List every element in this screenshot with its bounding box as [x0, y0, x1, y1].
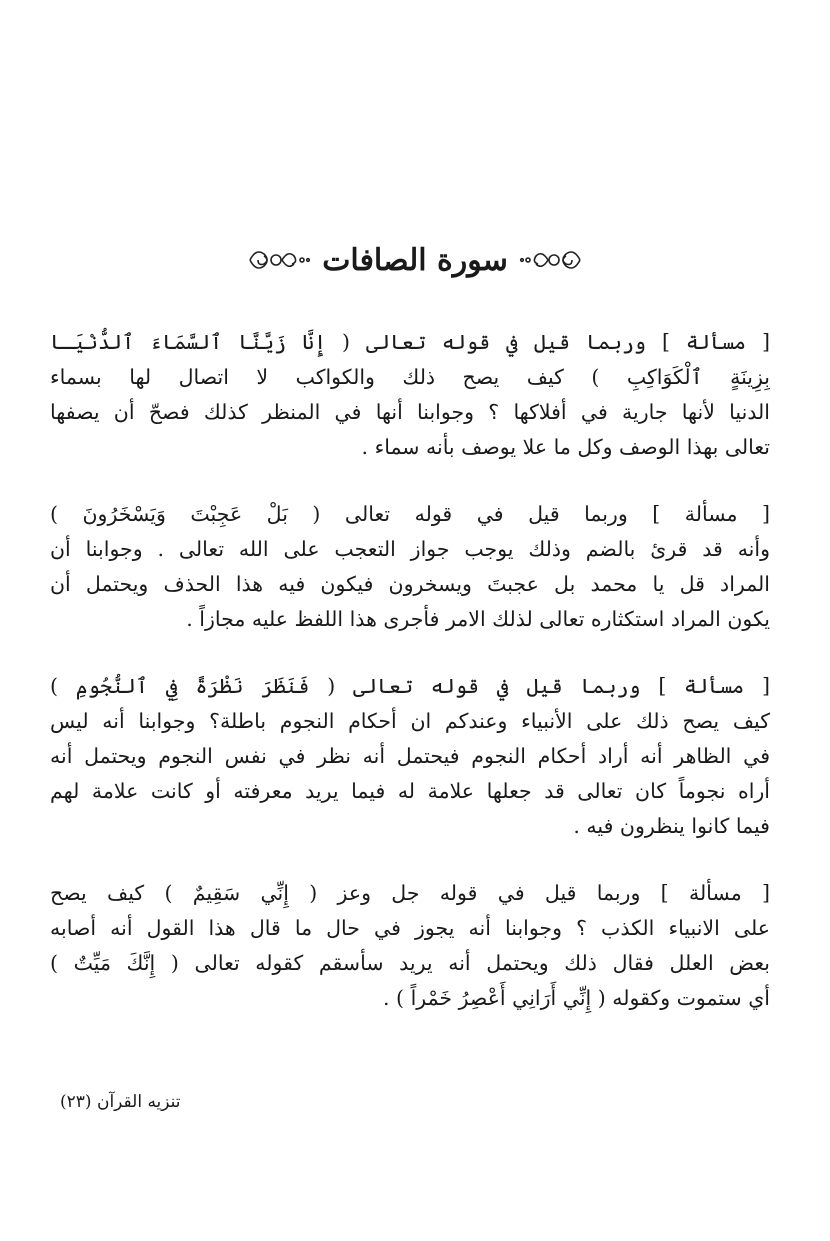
footer-page-number: (٢٣) [60, 1092, 92, 1112]
text-line: على الانبياء الكذب ؟ وجوابنا أنه يجوز في حال ما قال هذا القول أنه أصابه [50, 916, 770, 940]
text-line: [ مسألة ] وربما قيل في قوله تعالى ( فَنَظَرَ نَظْرَةً فِي ٱلنُّجُومِ ) [50, 674, 770, 698]
surah-title: سورة الصافات [322, 242, 508, 278]
paragraph-3 [50, 669, 770, 844]
text-line: في الظاهر أنه أراد أحكام النجوم فيحتمل أنه نظر في نفس النجوم ويحتمل أنه [50, 744, 770, 768]
text-line: أي ستموت وكقوله ( إِنِّي أَرَانِي أَعْصِرُ خَمْراً ) . [383, 986, 770, 1010]
text-line: المراد قل يا محمد بل عجبتَ ويسخرون فيكون فيه هذا الحذف ويحتمل أن [50, 572, 770, 596]
text-line: كيف يصح ذلك على الأنبياء وعندكم ان أحكام النجوم باطلة؟ وجوابنا أنه ليس [50, 709, 770, 733]
text-line: الدنيا لأنها جارية في أفلاكها ؟ وجوابنا أنها في المنظر كذلك فصحّ أن يصفها [50, 400, 770, 424]
surah-header [0, 230, 830, 290]
text-line: يكون المراد استكثاره تعالى لذلك الامر فأجرى هذا اللفظ عليه مجازاً . [186, 607, 770, 631]
text-line: بعض العلل فقال ذلك ويحتمل أنه يريد سأسقم كقوله تعالى ( إِنَّكَ مَيِّتٌ ) [50, 951, 770, 975]
paragraph-4 [50, 876, 770, 1016]
page-footer [60, 1092, 830, 1112]
text-line: أراه نجوماً كان تعالى قد جعلها علامة له فيما يريد معرفته أو كانت علامة لهم [50, 779, 770, 803]
text-line: تعالى بهذا الوصف وكل ما علا يوصف بأنه سماء . [361, 435, 770, 459]
text-line: [ مسألة ] وربما قيل في قوله تعالى ( إِنَّا زَيَّنَّا ٱلسَّمَاءَ ٱلدُّنْيَـا [50, 330, 770, 354]
ornament-left-icon [242, 240, 312, 280]
ornament-right-icon [518, 240, 588, 280]
text-line: بِزِينَةٍ ٱلْكَوَاكِبِ ) كيف يصح ذلك والكواكب لا اتصال لها بسماء [50, 365, 770, 389]
page-body [50, 325, 770, 1048]
text-line: [ مسألة ] وربما قيل في قوله تعالى ( بَلْ عَجِبْتَ وَيَسْخَرُونَ ) [50, 502, 770, 526]
footer-book-title: تنزيه القرآن [96, 1092, 181, 1112]
text-line: فيما كانوا ينظرون فيه . [573, 814, 770, 838]
paragraph-2 [50, 497, 770, 637]
text-line: [ مسألة ] وربما قيل في قوله جل وعز ( إِنِّي سَقِيمٌ ) كيف يصح [50, 881, 770, 905]
text-line: وأنه قد قرئ بالضم وذلك يوجب جواز التعجب على الله تعالى . وجوابنا أن [50, 537, 770, 561]
paragraph-1 [50, 325, 770, 465]
